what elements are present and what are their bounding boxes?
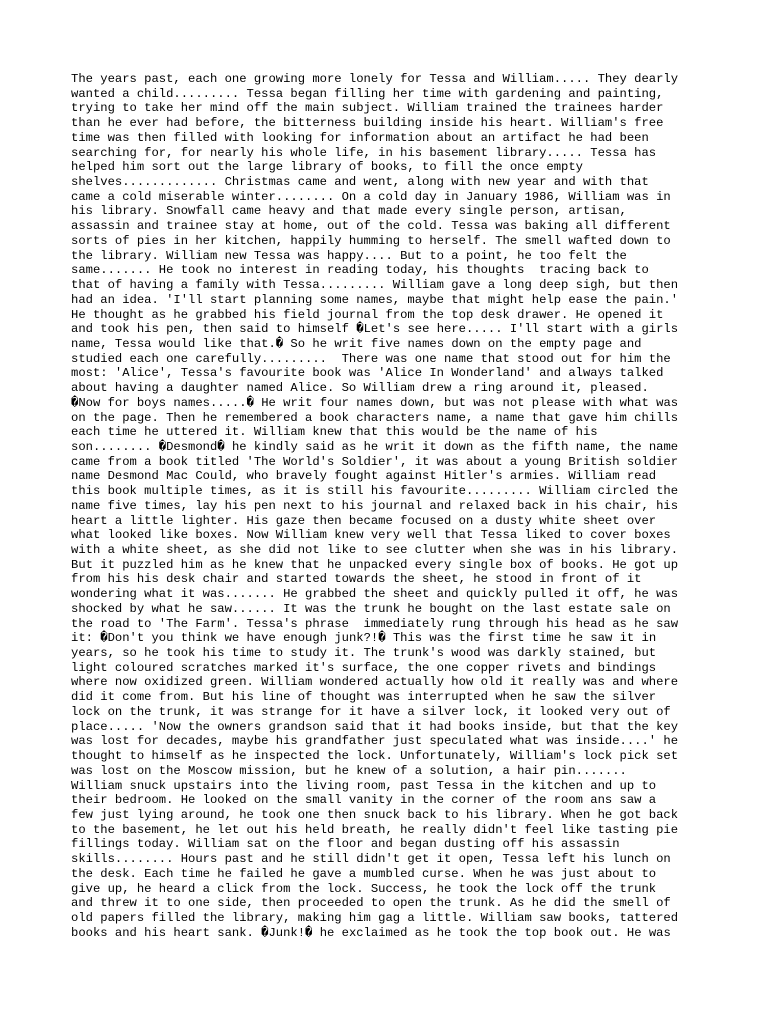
text-line: light coloured scratches marked it's surface, the one copper rivets and bindings [71,660,657,675]
text-line: from his his desk chair and started towards the sheet, he stood in front of it [71,572,642,587]
text-line: his library. Snowfall came heavy and that made every single person, artisan, [71,204,627,219]
text-line: had an idea. 'I'll start planning some names, maybe that might help ease the pain.' [71,292,679,307]
text-line: trying to take her mind off the main subject. William trained the trainees harder [71,101,664,116]
text-line: He thought as he grabbed his field journal from the top desk drawer. He opened it [71,307,664,322]
text-line: son........ �Desmond� he kindly said as he writ it down as the fifth name, the name [71,439,679,454]
text-line: what looked like boxes. Now William knew very well that Tessa liked to cover boxes [71,528,671,543]
text-line: came from a book titled 'The World's Soldier', it was about a young British soldier [71,454,679,469]
text-line: same....... He took no interest in reading today, his thoughts tracing back to [71,263,649,278]
text-line: books and his heart sank. �Junk!� he exclaimed as he took the top book out. He was [71,925,671,940]
text-line: about having a daughter named Alice. So William drew a ring around it, pleased. [71,381,649,396]
text-line: studied each one carefully......... There was one name that stood out for him the [71,351,671,366]
text-line: years, so he took his time to study it. The trunk's wood was darkly stained, but [71,646,657,661]
text-line: few just lying around, he took one then snuck back to his library. When he got back [71,807,679,822]
text-line: did it come from. But his line of thought was interrupted when he saw the silver [71,690,657,705]
text-line: was lost on the Moscow mission, but he knew of a solution, a hair pin....... [71,763,627,778]
text-line: the road to 'The Farm'. Tessa's phrase immediately rung through his head as he saw [71,616,679,631]
text-line: name, Tessa would like that.� So he writ five names down on the empty page and [71,336,642,351]
text-line: skills........ Hours past and he still didn't get it open, Tessa left his lunch on [71,852,671,867]
text-line: fillings today. William sat on the floor and began dusting off his assassin [71,837,620,852]
text-line: where now oxidized green. William wondered actually how old it really was and where [71,675,679,690]
text-line: the desk. Each time he failed he gave a mumbled curse. When he was just about to [71,866,657,881]
text-line: it: �Don't you think we have enough junk?!� This was the first time he saw it in [71,631,657,646]
text-line: old papers filled the library, making him gag a little. William saw books, tattered [71,910,679,925]
text-line: name Desmond Mac Could, who bravely fought against Hitler's armies. William read [71,469,657,484]
text-line: than he ever had before, the bitterness building inside his heart. William's free [71,116,664,131]
text-line: sorts of pies in her kitchen, happily humming to herself. The smell wafted down to [71,233,671,248]
text-line: and took his pen, then said to himself �Let's see here..... I'll start with a girls [71,322,679,337]
text-line: shocked by what he saw...... It was the trunk he bought on the last estate sale on [71,601,671,616]
text-line: name five times, lay his pen next to his journal and relaxed back in his chair, his [71,498,679,513]
text-line: most: 'Alice', Tessa's favourite book was 'Alice In Wonderland' and always talked [71,366,664,381]
text-line: thought to himself as he inspected the lock. Unfortunately, William's lock pick set [71,749,679,764]
text-line: the library. William new Tessa was happy.... But to a point, he too felt the [71,248,627,263]
document-page [71,72,731,940]
text-line: searching for, for nearly his whole life, in his basement library..... Tessa has [71,145,657,160]
text-line: was lost for decades, maybe his grandfather just speculated what was inside....' he [71,734,679,749]
text-line: assassin and trainee stay at home, out of the cold. Tessa was baking all different [71,219,671,234]
text-line: The years past, each one growing more lonely for Tessa and William..... They dearly [71,72,679,86]
text-line: wondering what it was....... He grabbed the sheet and quickly pulled it off, he was [71,587,679,602]
text-line: their bedroom. He looked on the small vanity in the corner of the room ans saw a [71,793,657,808]
text-line: �Now for boys names.....� He writ four names down, but was not please with what was [71,395,679,410]
text-line: each time he uttered it. William knew that this would be the name of his [71,425,598,440]
text-line: time was then filled with looking for information about an artifact he had been [71,130,649,145]
text-line: on the page. Then he remembered a book characters name, a name that gave him chills [71,410,679,425]
text-line: give up, he heard a click from the lock. Success, he took the lock off the trunk [71,881,657,896]
text-line: helped him sort out the large library of books, to fill the once empty [71,160,583,175]
text-line: wanted a child......... Tessa began filling her time with gardening and painting, [71,86,664,101]
text-line: to the basement, he let out his held breath, he really didn't feel like tasting pie [71,822,679,837]
text-line: and threw it to one side, then proceeded to open the trunk. As he did the smell of [71,896,671,911]
text-line: with a white sheet, as she did not like to see clutter when she was in his library. [71,543,679,557]
text-line: came a cold miserable winter........ On a cold day in January 1986, William was in [71,189,671,204]
text-line: this book multiple times, as it is still his favourite......... William circled the [71,484,679,499]
text-line: lock on the trunk, it was strange for it have a silver lock, it looked very out of [71,704,671,719]
text-line: But it puzzled him as he knew that he unpacked every single box of books. He got up [71,557,679,572]
text-line: place..... 'Now the owners grandson said that it had books inside, but that the key [71,719,679,734]
text-line: heart a little lighter. His gaze then became focused on a dusty white sheet over [71,513,657,528]
text-line: shelves............. Christmas came and went, along with new year and with that [71,175,649,190]
text-line: William snuck upstairs into the living room, past Tessa in the kitchen and up to [71,778,657,793]
text-line: that of having a family with Tessa......... William gave a long deep sigh, but then [71,278,679,293]
